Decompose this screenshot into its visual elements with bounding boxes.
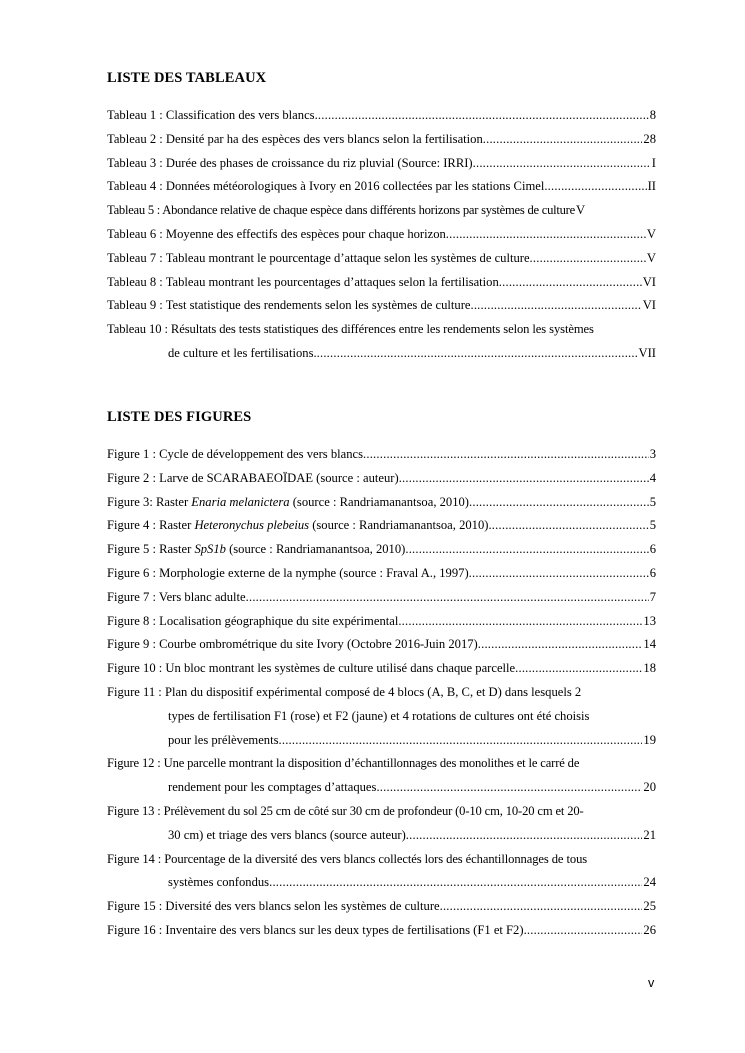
list-item-figure-2[interactable]: [107, 467, 656, 491]
list-item-tableau-5[interactable]: [107, 199, 656, 223]
entry-label: Figure 15 : Diversité des vers blancs selon les systèmes de culture: [107, 899, 440, 914]
entry-page: 6: [649, 542, 656, 557]
list-item-figure-9[interactable]: [107, 633, 656, 657]
list-item-tableau-4[interactable]: [107, 175, 656, 199]
figures-heading: LISTE DES FIGURES: [107, 409, 252, 425]
list-item-figure-6[interactable]: [107, 562, 656, 586]
list-item-tableau-9[interactable]: [107, 294, 656, 318]
entry-page: II: [647, 179, 656, 194]
entry-label-line2: rendement pour les comptages d’attaques: [168, 780, 377, 795]
entry-label: Figure 2 : Larve de SCARABAEOÏDAE (source : auteur): [107, 470, 399, 485]
list-item-tableau-3[interactable]: [107, 152, 656, 176]
entry-page: 4: [649, 470, 656, 485]
entry-page: 5: [649, 494, 656, 509]
entry-label: Tableau 1 : Classification des vers blancs: [107, 108, 315, 122]
entry-page: 3: [649, 447, 656, 461]
list-item-figure-16[interactable]: [107, 919, 656, 943]
entry-label: Figure 8 : Localisation géographique du site expérimental: [107, 613, 399, 628]
entry-page: 26: [643, 922, 656, 937]
entry-label-line1: Figure 11 : Plan du dispositif expérimental composé de 4 blocs (A, B, C, et D) dans lesquels 2: [107, 684, 582, 699]
entry-page: 21: [643, 827, 656, 842]
entry-page: 28: [643, 131, 656, 146]
entry-label: Figure 16 : Inventaire des vers blancs sur les deux types de fertilisations (F1 et F2): [107, 922, 524, 937]
entry-page: VI: [642, 298, 656, 313]
list-item-figure-12[interactable]: [107, 752, 656, 800]
entry-label: Tableau 2 : Densité par ha des espèces des vers blancs selon la fertilisation: [107, 131, 483, 146]
species-name: Heteronychus plebeius: [194, 518, 310, 533]
species-name: Enaria melanictera: [191, 494, 290, 509]
entry-label: Tableau 5 : Abondance relative de chaque espèce dans différents horizons par systèmes de culture: [107, 203, 575, 218]
list-item-figure-8[interactable]: [107, 610, 656, 634]
entry-label-suffix: (source : Randriamanantsoa, 2010): [225, 542, 406, 557]
entry-page: 19: [643, 732, 656, 747]
entry-page: I: [651, 155, 656, 170]
list-item-figure-5[interactable]: [107, 538, 656, 562]
entry-page: 8: [649, 108, 656, 122]
entry-page: VI: [642, 274, 656, 289]
entry-page: 13: [643, 613, 656, 628]
entry-label-suffix: (source : Randriamanantsoa, 2010): [289, 494, 469, 509]
list-item-tableau-10[interactable]: [107, 318, 656, 366]
entry-label: Figure 6 : Morphologie externe de la nymphe (source : Fraval A., 1997): [107, 565, 469, 580]
entry-label-line2: types de fertilisation F1 (rose) et F2 (jaune) et 4 rotations de cultures ont été choisis: [168, 708, 590, 723]
tables-list: [107, 104, 656, 366]
entry-label-line2: 30 cm) et triage des vers blancs (source auteur): [168, 827, 406, 842]
entry-label-prefix: Figure 3: Raster: [107, 494, 192, 509]
entry-label-line2: systèmes confondus: [168, 875, 270, 890]
entry-label: Figure 1 : Cycle de développement des vers blancs: [107, 447, 364, 461]
entry-label: Tableau 7 : Tableau montrant le pourcentage d’attaque selon les systèmes de culture: [107, 250, 530, 265]
entry-label: Tableau 3 : Durée des phases de croissance du riz pluvial (Source: IRRI): [107, 155, 473, 170]
list-item-figure-13[interactable]: [107, 800, 656, 848]
list-item-figure-10[interactable]: [107, 657, 656, 681]
entry-label-prefix: Figure 5 : Raster: [107, 542, 195, 557]
entry-page: V: [646, 226, 656, 241]
list-item-figure-3[interactable]: [107, 491, 656, 515]
entry-label-suffix: (source : Randriamanantsoa, 2010): [309, 518, 489, 533]
list-item-figure-7[interactable]: [107, 586, 656, 610]
entry-label: Tableau 4 : Données météorologiques à Ivory en 2016 collectées par les stations Cimel: [107, 179, 545, 194]
entry-label: Tableau 8 : Tableau montrant les pourcentages d’attaques selon la fertilisation: [107, 274, 499, 289]
list-item-figure-11[interactable]: [107, 681, 656, 752]
page-number: v: [648, 976, 655, 990]
list-item-tableau-6[interactable]: [107, 223, 656, 247]
entry-page: 18: [643, 661, 656, 676]
entry-page: 24: [643, 875, 656, 890]
entry-label-line1: Figure 12 : Une parcelle montrant la disposition d’échantillonnages des monolithes et le carré de: [107, 756, 580, 771]
list-item-tableau-1[interactable]: [107, 104, 656, 128]
entry-page: 5: [649, 518, 656, 533]
entry-page: 25: [643, 899, 656, 914]
entry-label-line1: Figure 13 : Prélèvement du sol 25 cm de côté sur 30 cm de profondeur (0-10 cm, 10-20 cm et 20-: [107, 803, 584, 818]
entry-label: Figure 10 : Un bloc montrant les systèmes de culture utilisé dans chaque parcelle: [107, 661, 516, 676]
list-item-figure-15[interactable]: [107, 895, 656, 919]
entry-page: 20: [643, 780, 656, 795]
entry-page: VII: [638, 345, 656, 360]
list-item-figure-14[interactable]: [107, 848, 656, 896]
entry-label-prefix: Figure 4 : Raster: [107, 518, 195, 533]
tables-heading: LISTE DES TABLEAUX: [107, 70, 267, 86]
entry-page: 6: [649, 565, 656, 580]
entry-page: V: [646, 250, 656, 265]
list-item-figure-1[interactable]: [107, 443, 656, 467]
list-item-tableau-2[interactable]: [107, 128, 656, 152]
entry-label: Tableau 6 : Moyenne des effectifs des espèces pour chaque horizon: [107, 226, 446, 241]
entry-label-line3: pour les prélèvements: [168, 732, 279, 747]
list-item-tableau-7[interactable]: [107, 247, 656, 271]
entry-label: Figure 9 : Courbe ombrométrique du site Ivory (Octobre 2016-Juin 2017): [107, 637, 478, 652]
species-name: SpS1b: [194, 542, 226, 557]
entry-page: 7: [649, 589, 656, 604]
entry-page: 14: [643, 637, 656, 652]
entry-label: Tableau 9 : Test statistique des rendements selon les systèmes de culture: [107, 298, 471, 313]
figures-list: [107, 443, 656, 943]
list-item-figure-4[interactable]: [107, 514, 656, 538]
entry-label: Figure 7 : Vers blanc adulte: [107, 589, 246, 604]
entry-label-line2: de culture et les fertilisations.: [168, 345, 317, 360]
entry-label-line1: Figure 14 : Pourcentage de la diversité des vers blancs collectés lors des échantillonnages de tous: [107, 851, 588, 866]
entry-label-line1: Tableau 10 : Résultats des tests statistiques des différences entre les rendements selon les systèmes: [107, 322, 594, 337]
entry-page: V: [575, 203, 586, 218]
list-item-tableau-8[interactable]: [107, 271, 656, 295]
